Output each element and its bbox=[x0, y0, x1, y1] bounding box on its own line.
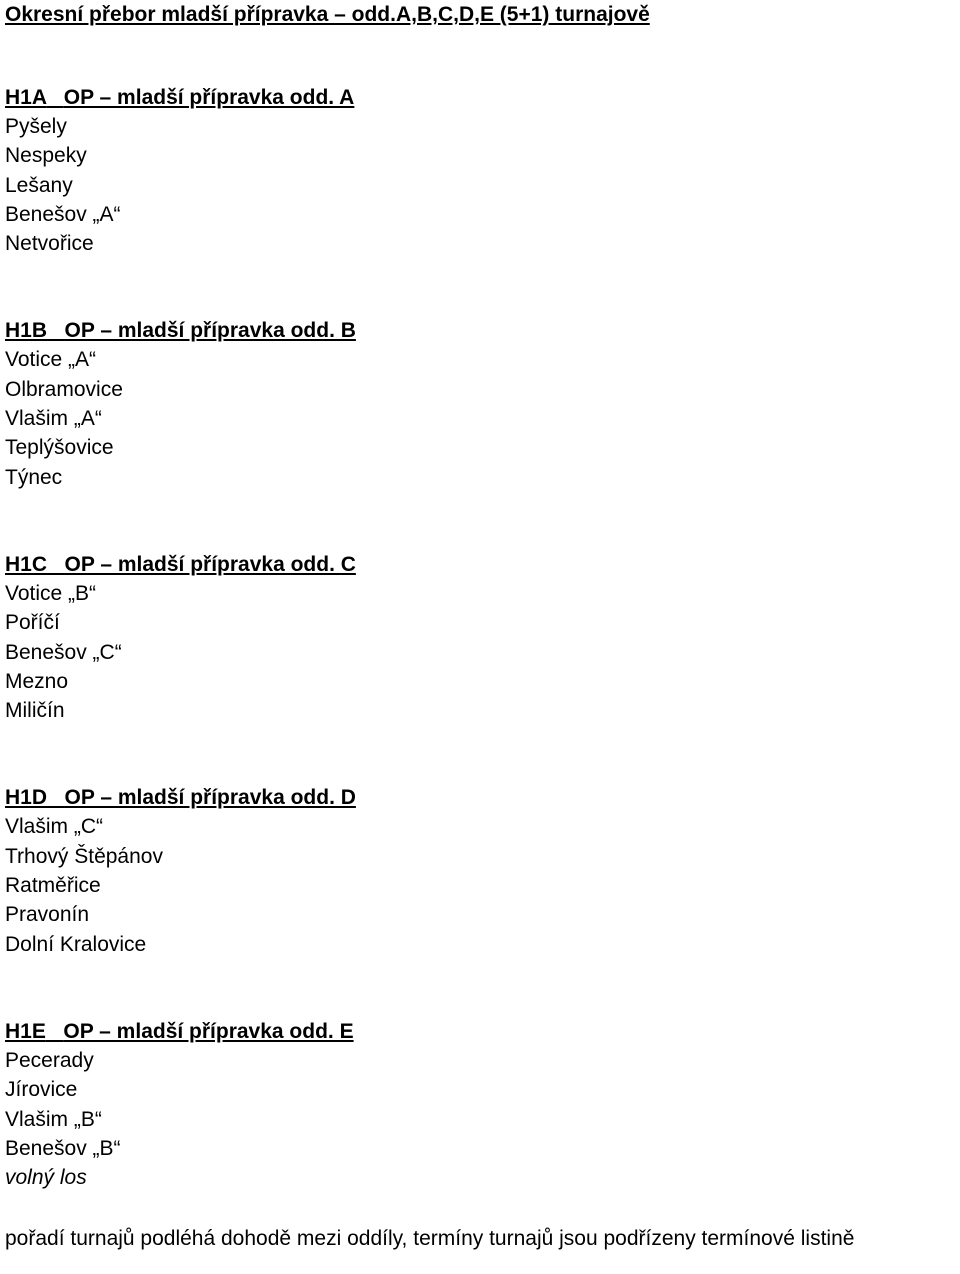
team-item: Vlašim „C“ bbox=[5, 815, 103, 839]
team-item: Vlašim „A“ bbox=[5, 407, 102, 431]
team-item: Netvořice bbox=[5, 232, 94, 256]
team-item: Trhový Štěpánov bbox=[5, 844, 163, 868]
group-heading bbox=[5, 316, 960, 345]
group-heading bbox=[5, 550, 960, 579]
team-item-bye: volný los bbox=[5, 1166, 87, 1190]
footnote: pořadí turnajů podléhá dohodě mezi oddíly, termíny turnajů jsou podřízeny termínové listině bbox=[5, 1227, 855, 1251]
team-item: Nespeky bbox=[5, 144, 87, 168]
group-heading bbox=[5, 83, 960, 112]
group-h1a bbox=[5, 83, 960, 258]
team-item: Teplýšovice bbox=[5, 436, 114, 460]
group-code: H1C bbox=[5, 552, 48, 576]
group-code: H1D bbox=[5, 786, 48, 810]
group-h1c bbox=[5, 550, 960, 725]
group-name: OP – mladší přípravka odd. A bbox=[63, 86, 355, 109]
document-title: Okresní přebor mladší přípravka – odd.A,B,C,D,E (5+1) turnajově bbox=[5, 3, 650, 26]
team-item: Týnec bbox=[5, 465, 63, 489]
team-item: Pyšely bbox=[5, 115, 67, 138]
team-item: Pecerady bbox=[5, 1048, 94, 1072]
team-list bbox=[5, 1046, 960, 1192]
group-heading bbox=[5, 783, 960, 812]
group-h1d bbox=[5, 783, 960, 958]
group-name: OP – mladší přípravka odd. D bbox=[64, 786, 356, 810]
team-item: Votice „B“ bbox=[5, 581, 97, 605]
document-page bbox=[5, 0, 960, 1274]
team-item: Lešany bbox=[5, 173, 73, 197]
group-code: H1E bbox=[5, 1019, 46, 1043]
team-item: Votice „A“ bbox=[5, 348, 97, 372]
team-item: Miličín bbox=[5, 699, 65, 723]
team-item: Benešov „B“ bbox=[5, 1136, 121, 1160]
group-name: OP – mladší přípravka odd. E bbox=[63, 1019, 354, 1043]
group-name: OP – mladší přípravka odd. C bbox=[64, 552, 356, 576]
team-item: Benešov „C“ bbox=[5, 640, 122, 664]
team-item: Benešov „A“ bbox=[5, 202, 121, 226]
team-item: Ratměřice bbox=[5, 874, 101, 898]
group-code: H1B bbox=[5, 319, 48, 343]
group-code: H1A bbox=[5, 86, 47, 109]
team-item: Pravonín bbox=[5, 903, 90, 927]
team-item: Mezno bbox=[5, 669, 69, 693]
team-list bbox=[5, 112, 960, 258]
team-list bbox=[5, 345, 960, 491]
group-heading bbox=[5, 1017, 960, 1046]
group-name: OP – mladší přípravka odd. B bbox=[64, 319, 356, 343]
team-item: Poříčí bbox=[5, 611, 60, 635]
team-item: Vlašim „B“ bbox=[5, 1107, 102, 1131]
group-h1b bbox=[5, 316, 960, 491]
team-list bbox=[5, 812, 960, 958]
team-item: Olbramovice bbox=[5, 377, 123, 401]
group-h1e bbox=[5, 1017, 960, 1192]
team-list bbox=[5, 579, 960, 725]
team-item: Jírovice bbox=[5, 1078, 78, 1102]
team-item: Dolní Kralovice bbox=[5, 932, 147, 956]
